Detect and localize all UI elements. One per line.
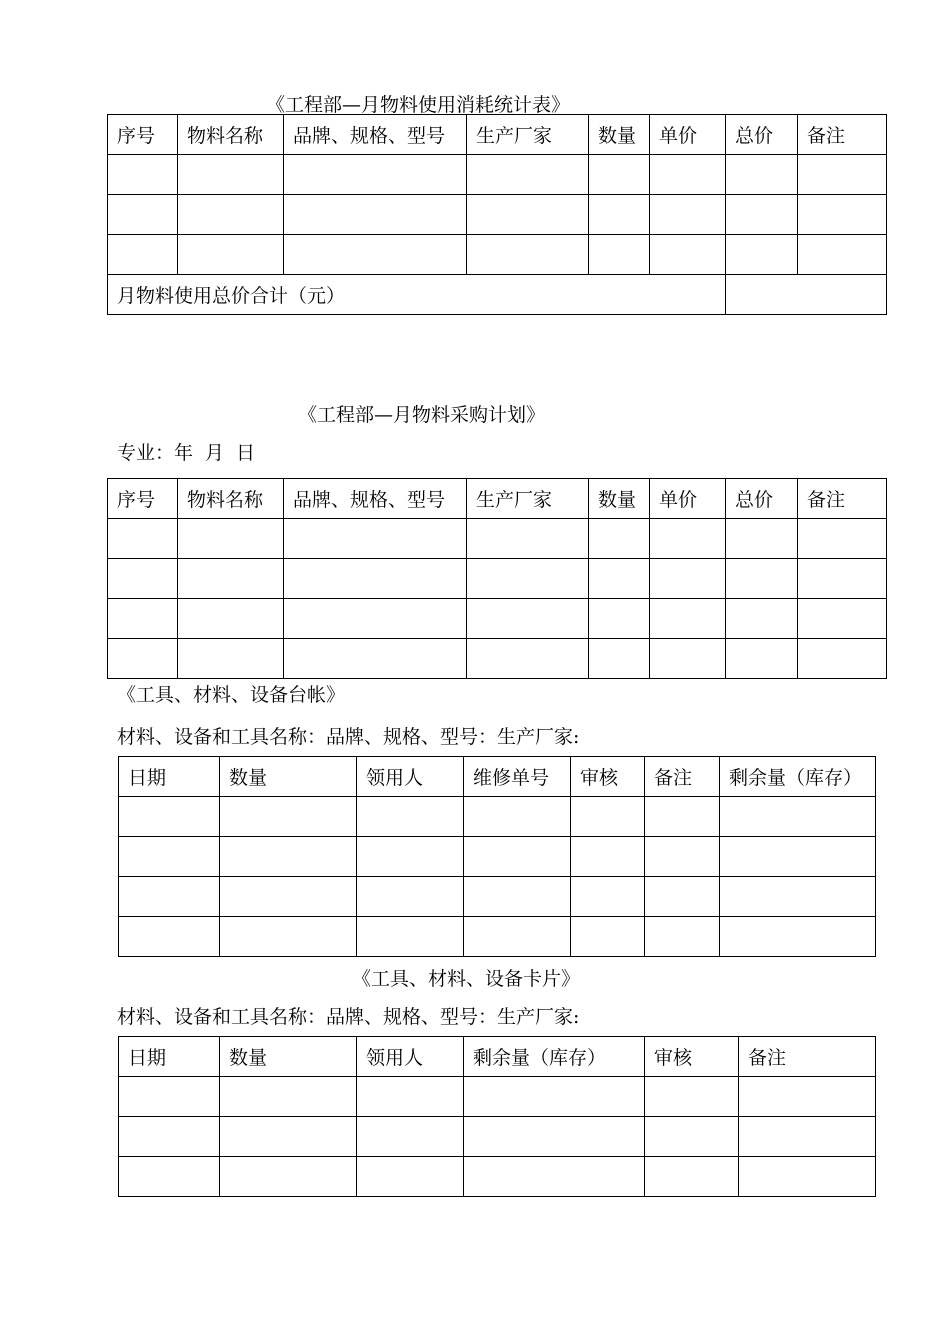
table-cell[interactable] [178, 235, 284, 275]
table-header-row [119, 757, 876, 797]
year-label: 年 [174, 442, 194, 464]
table-cell[interactable] [119, 917, 220, 957]
header-cell: 序号 [108, 115, 178, 155]
table-cell[interactable] [589, 155, 650, 195]
header-cell: 剩余量（库存） [464, 1037, 645, 1077]
table-cell[interactable] [650, 599, 726, 639]
section2-meta [117, 444, 255, 463]
table-cell[interactable] [284, 235, 467, 275]
table-cell[interactable] [645, 837, 720, 877]
header-cell: 数量 [220, 1037, 357, 1077]
table-cell[interactable] [798, 559, 887, 599]
purchase-plan-table [107, 478, 887, 679]
table-cell[interactable] [220, 1157, 357, 1197]
header-cell: 物料名称 [178, 479, 284, 519]
header-cell: 序号 [108, 479, 178, 519]
header-cell: 剩余量（库存） [720, 757, 876, 797]
table-cell[interactable] [726, 599, 798, 639]
table-cell[interactable] [739, 1157, 876, 1197]
table-cell[interactable] [108, 155, 178, 195]
total-value-cell[interactable] [726, 275, 887, 315]
table-cell[interactable] [739, 1077, 876, 1117]
table-row [119, 1077, 876, 1117]
header-cell: 数量 [220, 757, 357, 797]
header-cell: 品牌、规格、型号 [284, 479, 467, 519]
header-cell: 审核 [645, 1037, 739, 1077]
day-label: 日 [236, 442, 256, 464]
table-cell[interactable] [357, 1157, 464, 1197]
table-cell[interactable] [726, 155, 798, 195]
table-cell[interactable] [464, 837, 571, 877]
table-cell[interactable] [467, 155, 589, 195]
table-cell[interactable] [467, 235, 589, 275]
table-row [108, 639, 887, 679]
section4-meta: 材料、设备和工具名称：品牌、规格、型号：生产厂家: [117, 1006, 580, 1028]
consumption-table [107, 114, 887, 315]
table-row [119, 1117, 876, 1157]
table-row [119, 797, 876, 837]
header-cell: 领用人 [357, 1037, 464, 1077]
table-cell[interactable] [720, 797, 876, 837]
header-cell: 单价 [650, 479, 726, 519]
table-cell[interactable] [467, 559, 589, 599]
table-cell[interactable] [284, 599, 467, 639]
section1-title: 《工程部—月物料使用消耗统计表》 [266, 94, 571, 116]
header-cell: 数量 [589, 479, 650, 519]
section3-title: 《工具、材料、设备台帐》 [117, 684, 346, 706]
header-cell: 品牌、规格、型号 [284, 115, 467, 155]
table-cell[interactable] [220, 837, 357, 877]
table-row [119, 917, 876, 957]
table-cell[interactable] [119, 1077, 220, 1117]
table-cell[interactable] [645, 797, 720, 837]
header-cell: 物料名称 [178, 115, 284, 155]
table-cell[interactable] [739, 1117, 876, 1157]
table-cell[interactable] [119, 797, 220, 837]
table-cell[interactable] [726, 639, 798, 679]
table-row [119, 837, 876, 877]
table-cell[interactable] [650, 155, 726, 195]
table-cell[interactable] [178, 155, 284, 195]
header-cell: 备注 [645, 757, 720, 797]
table-cell[interactable] [726, 195, 798, 235]
table-cell[interactable] [357, 837, 464, 877]
table-cell[interactable] [798, 519, 887, 559]
table-cell[interactable] [178, 195, 284, 235]
table-cell[interactable] [284, 195, 467, 235]
table-cell[interactable] [650, 639, 726, 679]
table-cell[interactable] [119, 1157, 220, 1197]
table-cell[interactable] [720, 837, 876, 877]
section2-title: 《工程部—月物料采购计划》 [298, 404, 546, 426]
table-header-row [108, 479, 887, 519]
header-cell: 维修单号 [464, 757, 571, 797]
table-cell[interactable] [108, 235, 178, 275]
table-cell[interactable] [571, 917, 645, 957]
table-cell[interactable] [645, 917, 720, 957]
table-cell[interactable] [357, 917, 464, 957]
table-cell[interactable] [284, 639, 467, 679]
table-cell[interactable] [284, 519, 467, 559]
specialty-label: 专业： [117, 442, 175, 464]
table-cell[interactable] [178, 519, 284, 559]
table-cell[interactable] [798, 155, 887, 195]
header-cell: 总价 [726, 115, 798, 155]
table-cell[interactable] [589, 195, 650, 235]
header-cell: 数量 [589, 115, 650, 155]
header-cell: 备注 [798, 115, 887, 155]
table-cell[interactable] [571, 837, 645, 877]
header-cell: 审核 [571, 757, 645, 797]
table-cell[interactable] [720, 917, 876, 957]
table-cell[interactable] [178, 639, 284, 679]
table-cell[interactable] [119, 837, 220, 877]
table-cell[interactable] [726, 519, 798, 559]
header-cell: 领用人 [357, 757, 464, 797]
table-cell[interactable] [467, 519, 589, 559]
table-cell[interactable] [108, 639, 178, 679]
table-cell[interactable] [220, 1077, 357, 1117]
table-cell[interactable] [650, 519, 726, 559]
table-cell[interactable] [357, 1077, 464, 1117]
table-cell[interactable] [726, 235, 798, 275]
table-cell[interactable] [571, 877, 645, 917]
header-cell: 总价 [726, 479, 798, 519]
table-cell[interactable] [720, 877, 876, 917]
table-cell[interactable] [284, 559, 467, 599]
table-row [108, 195, 887, 235]
table-cell[interactable] [571, 797, 645, 837]
table-cell[interactable] [650, 195, 726, 235]
table-cell[interactable] [798, 195, 887, 235]
section3-meta: 材料、设备和工具名称：品牌、规格、型号：生产厂家: [117, 726, 580, 748]
table-header-row [108, 115, 887, 155]
table-cell[interactable] [464, 1077, 645, 1117]
table-cell[interactable] [220, 1117, 357, 1157]
table-cell[interactable] [650, 559, 726, 599]
table-row [119, 1157, 876, 1197]
table-row [108, 599, 887, 639]
table-cell[interactable] [108, 559, 178, 599]
total-row [108, 275, 887, 315]
table-cell[interactable] [798, 235, 887, 275]
table-cell[interactable] [108, 519, 178, 559]
table-cell[interactable] [798, 639, 887, 679]
header-cell: 日期 [119, 757, 220, 797]
header-cell: 生产厂家 [467, 115, 589, 155]
table-cell[interactable] [108, 599, 178, 639]
table-row [119, 877, 876, 917]
table-cell[interactable] [464, 1157, 645, 1197]
table-cell[interactable] [464, 877, 571, 917]
section4-title: 《工具、材料、设备卡片》 [352, 968, 581, 990]
table-cell[interactable] [119, 877, 220, 917]
table-cell[interactable] [467, 639, 589, 679]
table-cell[interactable] [108, 195, 178, 235]
table-cell[interactable] [645, 877, 720, 917]
header-cell: 备注 [739, 1037, 876, 1077]
table-cell[interactable] [357, 1117, 464, 1157]
table-cell[interactable] [589, 519, 650, 559]
ledger-table [118, 756, 876, 957]
table-cell[interactable] [220, 797, 357, 837]
table-cell[interactable] [645, 1157, 739, 1197]
table-cell[interactable] [464, 1117, 645, 1157]
table-cell[interactable] [357, 797, 464, 837]
table-cell[interactable] [645, 1117, 739, 1157]
header-cell: 备注 [798, 479, 887, 519]
table-cell[interactable] [589, 599, 650, 639]
table-cell[interactable] [220, 877, 357, 917]
table-row [108, 235, 887, 275]
header-cell: 生产厂家 [467, 479, 589, 519]
table-cell[interactable] [178, 559, 284, 599]
card-table [118, 1036, 876, 1197]
table-row [108, 519, 887, 559]
table-row [108, 559, 887, 599]
header-cell: 单价 [650, 115, 726, 155]
table-cell[interactable] [464, 797, 571, 837]
table-cell[interactable] [589, 235, 650, 275]
total-label: 月物料使用总价合计（元） [108, 275, 726, 315]
table-cell[interactable] [220, 917, 357, 957]
table-cell[interactable] [284, 155, 467, 195]
table-cell[interactable] [645, 1077, 739, 1117]
table-header-row [119, 1037, 876, 1077]
table-cell[interactable] [119, 1117, 220, 1157]
table-cell[interactable] [357, 877, 464, 917]
table-cell[interactable] [464, 917, 571, 957]
header-cell: 日期 [119, 1037, 220, 1077]
month-label: 月 [205, 442, 225, 464]
table-cell[interactable] [467, 599, 589, 639]
table-cell[interactable] [589, 639, 650, 679]
table-cell[interactable] [589, 559, 650, 599]
table-row [108, 155, 887, 195]
table-cell[interactable] [726, 559, 798, 599]
table-cell[interactable] [178, 599, 284, 639]
table-cell[interactable] [650, 235, 726, 275]
table-cell[interactable] [467, 195, 589, 235]
table-cell[interactable] [798, 599, 887, 639]
